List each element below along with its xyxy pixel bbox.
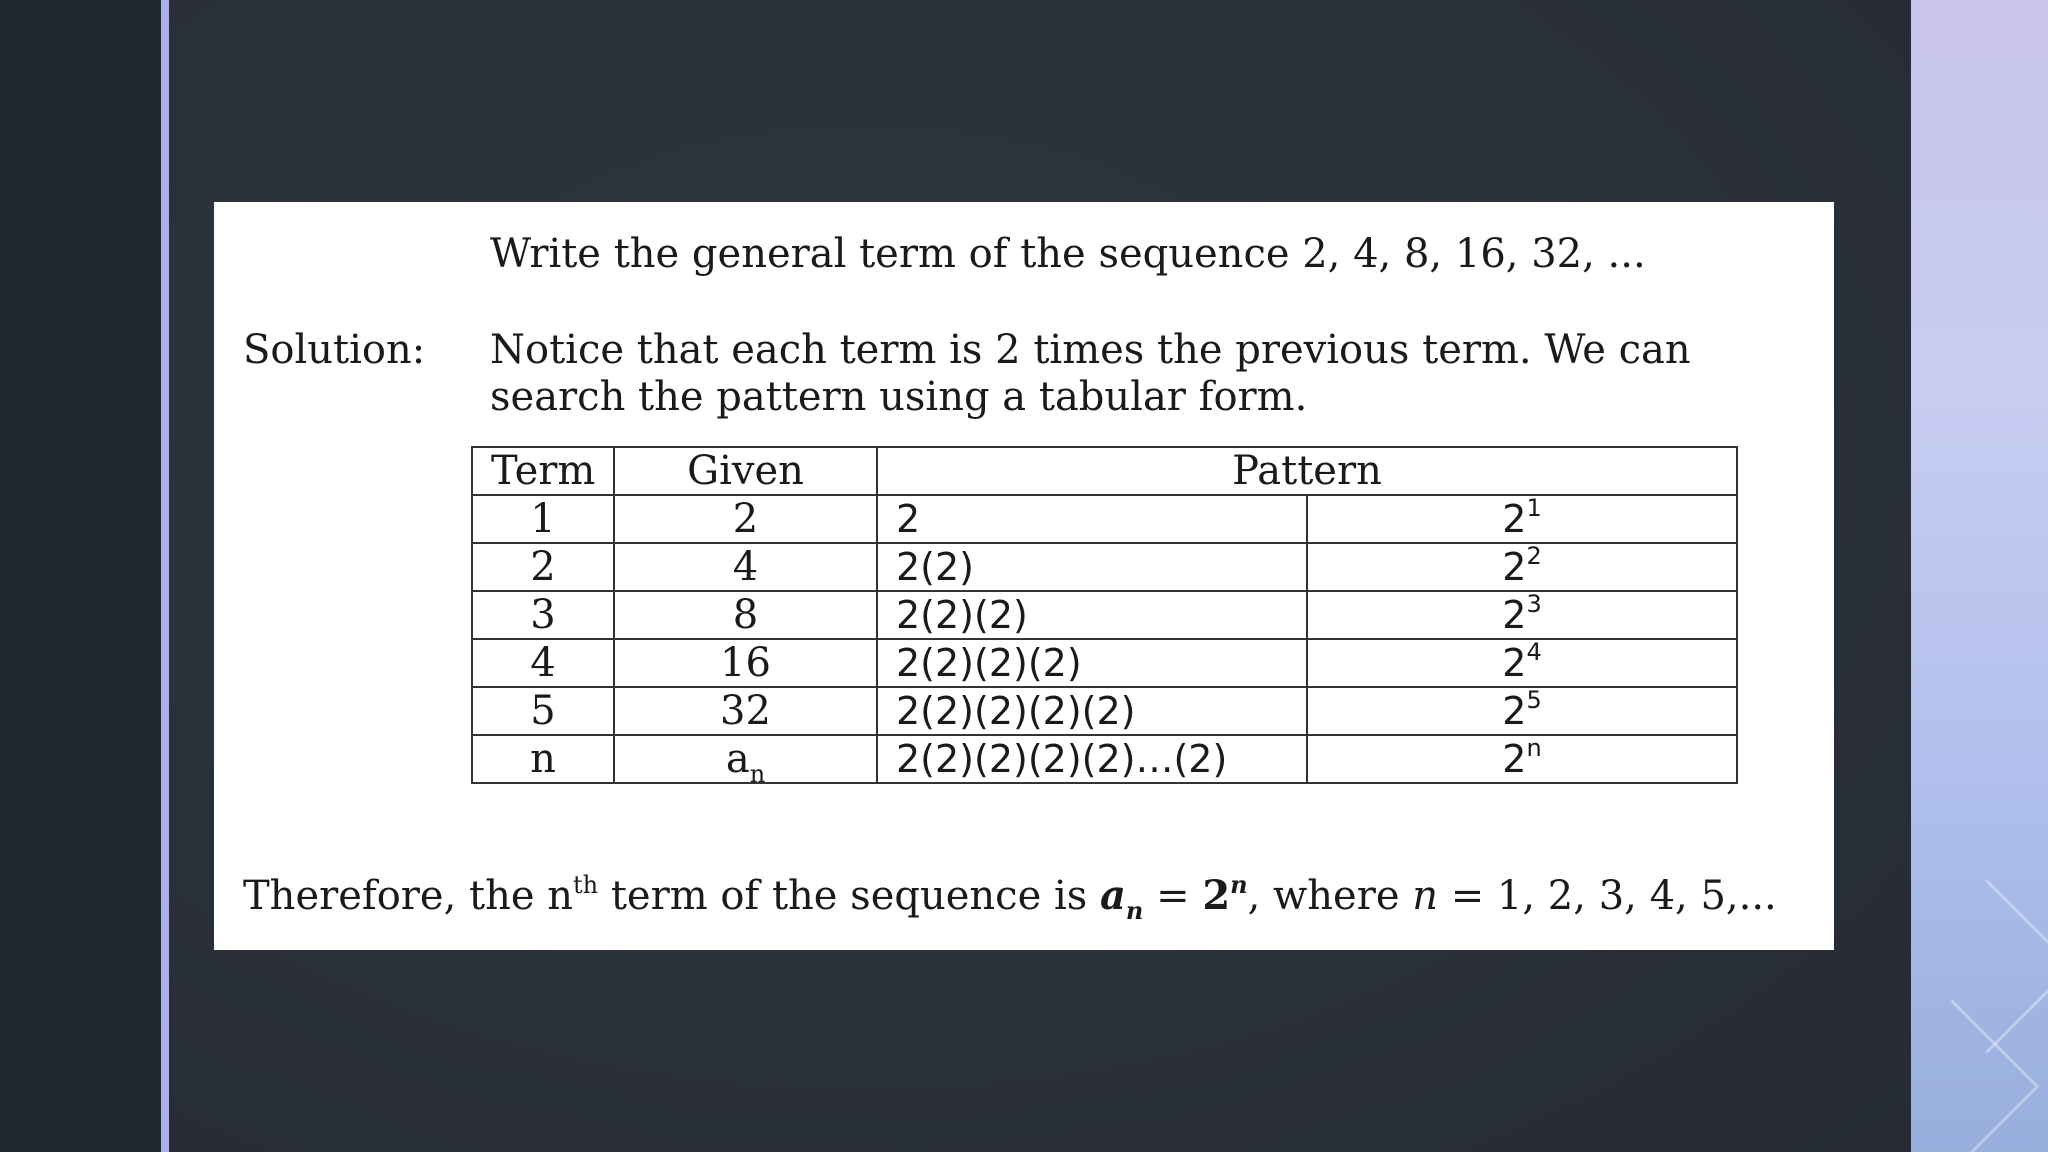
- power-exponent: 2: [1526, 542, 1542, 570]
- term-cell: 1: [472, 495, 614, 543]
- table-row: [472, 591, 1737, 639]
- pattern-table: [471, 446, 1738, 788]
- formula-base: 2: [1202, 872, 1231, 919]
- power-base: 2: [1502, 689, 1527, 733]
- power-cell: [1307, 495, 1737, 543]
- power-exponent: 3: [1526, 590, 1542, 618]
- formula-exponent: n: [1230, 870, 1248, 899]
- term-cell: n: [472, 735, 614, 783]
- power-exponent: n: [1526, 734, 1542, 762]
- given-subscript: n: [749, 760, 766, 788]
- power-base: 2: [1502, 497, 1527, 541]
- given-cell: 16: [614, 639, 877, 687]
- chevron-decoration-icon: [1911, 1000, 2039, 1152]
- header-term: Term: [472, 447, 614, 495]
- power-cell: [1307, 543, 1737, 591]
- solution-label: Solution:: [243, 327, 426, 373]
- power-cell: [1307, 639, 1737, 687]
- variable-n: n: [1412, 873, 1438, 919]
- formula-a: a: [1099, 872, 1126, 919]
- table-row-general: [472, 735, 1737, 783]
- power-exponent: 1: [1526, 494, 1542, 522]
- document-panel: [214, 202, 1834, 950]
- table-row: [472, 543, 1737, 591]
- pattern-cell: 2(2)(2): [877, 591, 1307, 639]
- table-row: [472, 495, 1737, 543]
- power-base: 2: [1502, 737, 1527, 781]
- left-accent-bar: [161, 0, 169, 1152]
- pattern-cell: 2(2)(2)(2)(2): [877, 687, 1307, 735]
- conclusion-prefix: Therefore, the n: [243, 873, 573, 919]
- given-cell: 2: [614, 495, 877, 543]
- conclusion: [243, 870, 1777, 925]
- given-cell: 8: [614, 591, 877, 639]
- table-header-row: [472, 447, 1737, 495]
- header-given: Given: [614, 447, 877, 495]
- power-base: 2: [1502, 641, 1527, 685]
- given-cell: 4: [614, 543, 877, 591]
- given-base: a: [725, 736, 750, 782]
- power-exponent: 5: [1526, 686, 1542, 714]
- pattern-cell: 2(2): [877, 543, 1307, 591]
- power-cell: [1307, 735, 1737, 783]
- term-cell: 3: [472, 591, 614, 639]
- pattern-cell: 2(2)(2)(2)(2)…(2): [877, 735, 1307, 783]
- conclusion-middle: term of the sequence is: [598, 873, 1100, 919]
- solution-text-line-1: Notice that each term is 2 times the previous term. We can: [490, 327, 1691, 373]
- problem-statement: Write the general term of the sequence 2, 4, 8, 16, 32, ...: [490, 231, 1646, 277]
- pattern-cell: 2: [877, 495, 1307, 543]
- power-base: 2: [1502, 545, 1527, 589]
- power-base: 2: [1502, 593, 1527, 637]
- table-row: [472, 687, 1737, 735]
- term-cell: 2: [472, 543, 614, 591]
- header-pattern: Pattern: [877, 447, 1737, 495]
- term-cell: 5: [472, 687, 614, 735]
- formula-a-subscript: n: [1125, 896, 1144, 925]
- table-row: [472, 639, 1737, 687]
- term-cell: 4: [472, 639, 614, 687]
- given-cell: 32: [614, 687, 877, 735]
- formula-equals: =: [1143, 873, 1203, 919]
- right-decorative-strip: [1911, 0, 2048, 1152]
- power-cell: [1307, 687, 1737, 735]
- power-exponent: 4: [1526, 638, 1542, 666]
- given-cell: [614, 735, 877, 788]
- conclusion-where: , where: [1247, 873, 1413, 919]
- ordinal-suffix: th: [573, 871, 599, 899]
- left-panel: [0, 0, 161, 1152]
- conclusion-range: = 1, 2, 3, 4, 5,...: [1437, 873, 1777, 919]
- pattern-cell: 2(2)(2)(2): [877, 639, 1307, 687]
- power-cell: [1307, 591, 1737, 639]
- solution-text-line-2: search the pattern using a tabular form.: [490, 374, 1308, 420]
